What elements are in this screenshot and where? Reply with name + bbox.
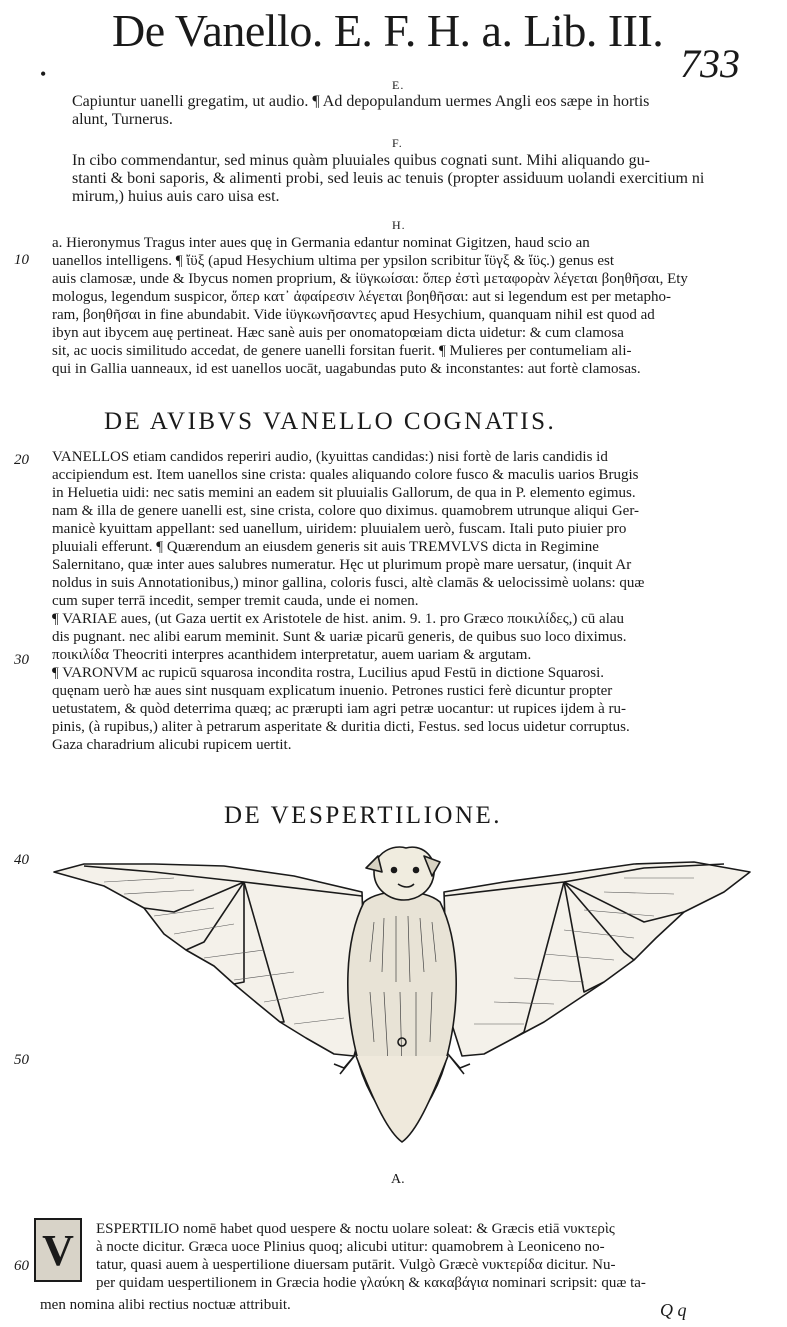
text-line: tatur, quasi auem à uespertilione diuersam putārit. Vulgò Græcè νυκτερίδα dicitur. Nu-	[96, 1257, 616, 1273]
section-letter-e: E.	[392, 78, 405, 92]
text-line: à nocte dicitur. Græca uoce Plinius quoq; alicubi utitur: quamobrem à Leoniceno no-	[96, 1239, 605, 1255]
section-e-text	[72, 93, 649, 129]
text-line: mirum,) huius auis caro uisa est.	[72, 188, 280, 205]
text-line: per quidam uespertilionem in Græcia hodie γλαύκη & κακαβάγια nominari scripsit: quæ ta-	[96, 1275, 646, 1291]
text-line: VANELLOS etiam candidos reperiri audio, (kyuittas candidas:) nisi fortè de laris candidis id	[52, 449, 608, 465]
text-line: In cibo commendantur, sed minus quàm pluuiales quibus cognati sunt. Mihi aliquando gu-	[72, 152, 650, 169]
text-line: pluuiali efferunt. ¶ Quærendum an eiusdem generis sit auis TREMVLVS dicta in Regimine	[52, 539, 599, 555]
bat-woodcut-icon	[44, 842, 760, 1160]
decorated-initial: V	[34, 1218, 82, 1282]
text-line: accipiendum est. Item uanellos sine crista: quales aliquando colore fusco & maculis uarios Brugis	[52, 467, 639, 483]
text-line: a. Hieronymus Tragus inter aues quę in Germania edantur nominat Gigitzen, haud scio an	[52, 235, 590, 251]
margin-number: 10	[14, 252, 29, 268]
margin-number: 20	[14, 452, 29, 468]
cognatis-text	[52, 448, 644, 754]
text-line: uetustatem, & quòd deterrima quæq; ac prærupti iam agri petræ uocantur: ut rupices ijdem à ru-	[52, 701, 627, 717]
section-heading-vespertilione: DE VESPERTILIONE.	[224, 802, 503, 829]
vespertilio-text	[96, 1220, 646, 1292]
margin-number: 40	[14, 852, 29, 868]
text-line: sit, ac uocis similitudo accedat, de genere uanelli forsitan fuerit. ¶ Mulieres per contumeliam ali-	[52, 343, 632, 359]
margin-number: 30	[14, 652, 29, 668]
text-line: stanti & boni saporis, & alimenti probi, sed leuis ac tenuis (propter assiduum uolandi exercitium ni	[72, 170, 705, 187]
text-line: Capiuntur uanelli gregatim, ut audio. ¶ Ad depopulandum uermes Angli eos sæpe in hortis	[72, 93, 650, 110]
page-number: 733	[680, 41, 740, 86]
text-line: dis pugnant. nec alibi earum meminit. Sunt & uariæ picarū generis, de quibus suo loco diximus.	[52, 629, 627, 645]
bullet-mark: •	[40, 64, 47, 84]
text-line: alunt, Turnerus.	[72, 111, 173, 128]
text-line: ram, βοηθῆσαι in fine abundabit. Vide ἰϋγκωνῆσαντες apud Hesychium, quanquam nihil est quod ad	[52, 307, 655, 323]
text-line: nam & illa de genere uanelli est, sine crista, colore quo diximus. quamobrem utrunque aliqui Ger-	[52, 503, 640, 519]
text-line: pinis, (à rupibus,) aliter à petrarum asperitate & duritia dicti, Festus. sed locus uidetur corruptus.	[52, 719, 630, 735]
text-line: Gaza charadrium alicubi rupicem uertit.	[52, 737, 292, 753]
section-letter-h: H.	[392, 218, 406, 232]
text-line: in Heluetia uidi: nec satis memini an eadem sit pluuialis Gallorum, de qua in P. elemento egimus.	[52, 485, 636, 501]
signature-mark: Q q	[660, 1300, 687, 1320]
section-heading-cognatis: DE AVIBVS VANELLO COGNATIS.	[104, 408, 557, 435]
text-line: Salernitano, quæ inter aues salubres numeratur. Hęc ut plurimum propè mare uersatur, (inquit Ar	[52, 557, 632, 573]
text-line: uanellos intelligens. ¶ ἴϋξ (apud Hesychium ultima per ypsilon scribitur ἴϋγξ & ἴϋς.) genus est	[52, 253, 615, 269]
section-h-text	[52, 234, 688, 378]
text-line: ESPERTILIO nomē habet quod uespere & noctu uolare soleat: & Græcis etiā νυκτερὶς	[96, 1221, 615, 1237]
text-line: ibyn aut ibycem auę pertineat. Hæc sanè auis per onomatopœiam dicta uidetur: & cum clamosa	[52, 325, 624, 341]
running-head-title: De Vanello. E. F. H. a. Lib. III.	[112, 5, 664, 56]
text-line: qui in Gallia uanneaux, id est uanellos uocāt, uagabundas puto & inconstantes: aut fortè clamosas.	[52, 361, 641, 377]
text-line: ¶ VARIAE aues, (ut Gaza uertit ex Aristotele de hist. anim. 9. 1. pro Græco ποικιλίδες,) cū alau	[52, 611, 625, 627]
margin-number: 50	[14, 1052, 29, 1068]
text-line: quęnam uerò hæ aues sint nusquam explicatum inuenio. Petrones rustici ferè dicuntur propter	[52, 683, 613, 699]
text-line: auis clamosæ, unde & Ibycus nomen proprium, & ἰϋγκωίσαι: ὅπερ ἐστὶ μεταφορὰν λέγεται βοηθῆσαι, Ety	[52, 271, 688, 287]
section-f-text	[72, 152, 704, 206]
margin-number: 60	[14, 1258, 29, 1274]
text-line: noldus in suis Annotationibus,) minor gallina, coloris fusci, altè clamās & uelocissimè uolans: quæ	[52, 575, 645, 591]
text-line: ¶ VARONVM ac rupicū squarosa incondita rostra, Lucilius apud Festū in dictione Squarosi.	[52, 665, 604, 681]
text-line: ποικιλίδα Theocriti interpres acanthidem interpretatur, auem uariam & argutam.	[52, 647, 532, 663]
bat-illustration	[44, 842, 760, 1160]
text-line: cum super terrā incedit, semper tremit cauda, unde ei nomen.	[52, 593, 419, 609]
text-line: mologus, legendum suspicor, ὅπερ κατ᾽ ἀφαίρεσιν λέγεται βοηθῆσαι: aut si legendum est per metapho-	[52, 289, 671, 305]
vespertilio-last-line: men nomina alibi rectius noctuæ attribuit.	[40, 1297, 291, 1313]
figure-label: A.	[391, 1172, 405, 1187]
section-letter-f: F.	[392, 136, 403, 150]
text-line: manicè kyuittam appellant: sed uanellum, uiridem: pluuialem uerò, fuscam. Itali puto piuier pro	[52, 521, 627, 537]
